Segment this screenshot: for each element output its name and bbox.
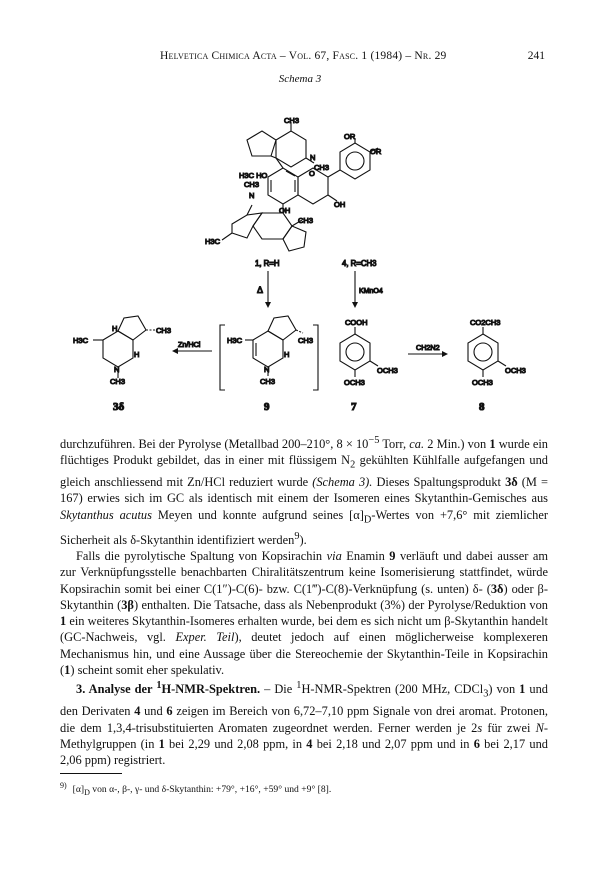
- label-compound-3d: 3δ: [113, 401, 125, 413]
- footnote-mark: 9): [60, 781, 67, 790]
- label-3d-h2: H: [134, 350, 140, 359]
- label-9-h: H: [284, 350, 290, 359]
- label-9-h3c: H3C: [227, 336, 243, 345]
- label-3d-h: H: [112, 324, 118, 333]
- running-header: [60, 50, 545, 66]
- label-ring-o: O: [309, 169, 315, 178]
- label-compound-9: 9: [264, 401, 270, 413]
- label-3d-n: N: [114, 365, 120, 374]
- arrow-1-condition: Δ: [257, 285, 264, 295]
- compound-8-structure: [468, 327, 506, 377]
- label-h3c-ho: H3C HO: [239, 171, 268, 180]
- label-oh-right: OH: [334, 200, 346, 209]
- body-text: [60, 433, 548, 768]
- arrow-4-condition: KMnO4: [359, 288, 383, 295]
- label-n-lower: N: [249, 191, 255, 200]
- journal-citation: Helvetica Chimica Acta – Vol. 67, Fasc. 1 (1984) – Nr. 29: [160, 50, 447, 62]
- label-8-co2ch3: CO2CH3: [470, 318, 501, 327]
- arrow-zn-label: Zn/HCl: [178, 340, 201, 349]
- paragraph-2: Falls die pyrolytische Spaltung von Kopsirachin via Enamin 9 verläuft und dabei ausser am zur Verknüpfungsstelle benachbarten Chiralitätszentrum keine Isomerisierung stattfindet, würde Kopsirachin somit bei einer C(1″)-C(6)- bzw. C(1‴)-C(8)-Verknüpfung (s. unten) δ- (3δ) oder β-Skytanthin (3β) enthalten. Die Tatsache, dass als Nebenprodukt (3%) der Pyrolyse/Reduktion von 1 ein weiteres Skytanthin-Isomeres erhalten wurde, bei dem es sich nicht um β-Skytanthin handelt (GC-Nachweis, vgl. Exper. Teil), deutet jedoch auf einen möglicherweise komplexeren Mechanismus hin, und eine Aussage über die Stereochemie der Skytanthin-Teile in Kopsirachin (1) scheint somit eher spekulativ.: [60, 548, 548, 678]
- arrow-ch2n2-label: CH2N2: [416, 343, 440, 352]
- paragraph-1: durchzuführen. Bei der Pyrolyse (Metallbad 200–210°, $8 \times 10^{-5}$ Torr, ca. 2 Min.) von 1 wurde ein flüchtiges Produkt gebildet, das in einer mit flüssigem $N_2$ gekühlten Kühlfalle aufgefangen und gleich anschliessend mit Zn/HCl reduziert wurde (Schema 3). Dieses Spaltungsprodukt 3δ (M = 167) erwies sich im GC als identisch mit einem der Isomeren eines Skytanthin-Gemisches aus Skytanthus acutus Meyen und konnte aufgrund seines $[\alpha]_D$-Wertes von +7,6° mit ziemlicher Sicherheit als δ-Skytanthin identifiziert werden$^9$).: [60, 435, 549, 547]
- footnote-ref-9[interactable]: 9: [294, 530, 300, 542]
- paragraph-3: 3. Analyse der $^1$H-NMR-Spektren. – Die $^1$H-NMR-Spektren (200 MHz, CDCl$_3$) von 1 und den Derivaten 4 und 6 zeigen im Bereich von 6,72–7,10 ppm Signale von drei aromat. Protonen, die dem 1,3,4-trisubstituierten Aromaten zugeordnet werden. Ferner werden je 2s für zwei N-Methylgruppen (in 1 bei 2,29 und 2,08 ppm, in 4 bei 2,18 und 2,07 ppm und in 6 bei 2,17 und 2,06 ppm) registriert.: [60, 680, 549, 768]
- label-7-och3: OCH3: [377, 366, 398, 375]
- label-9-n: N: [264, 365, 270, 374]
- label-or-right: OR: [370, 147, 382, 156]
- label-ch3-mid: CH3: [244, 180, 260, 189]
- label-compound-8: 8: [479, 401, 485, 413]
- label-compound-7: 7: [351, 401, 357, 413]
- label-ch3-right: CH3: [298, 216, 314, 225]
- label-nch3-upper: CH3: [314, 163, 330, 172]
- page-number: 241: [527, 50, 545, 62]
- compound-7-structure: [340, 327, 378, 377]
- label-or-top: OR: [344, 132, 356, 141]
- label-7-och3-b: OCH3: [344, 378, 365, 387]
- schema-title: Schema 3: [278, 73, 322, 85]
- label-7-cooh: COOH: [345, 318, 368, 327]
- label-9-ch3: CH3: [298, 336, 314, 345]
- label-3d-h3c: H3C: [73, 336, 89, 345]
- compound-3d-structure: [93, 316, 155, 378]
- label-9-nch3: CH3: [260, 377, 276, 386]
- arrow-4-label: 4, R=CH3: [342, 259, 377, 268]
- label-n-upper: N: [310, 153, 316, 162]
- label-3d-ch3: CH3: [156, 326, 172, 335]
- section-heading: 3. Analyse der $^1$H-NMR-Spektren.: [76, 680, 261, 697]
- arrow-1-label: 1, R=H: [255, 259, 280, 268]
- reaction-scheme: [0, 95, 600, 420]
- label-ch3-top: CH3: [284, 116, 300, 125]
- label-h3c-left: H3C: [205, 237, 221, 246]
- footnote-9: $^{9)}$ $[\alpha]_D$ von α-, β-, γ- und δ-Skytanthin: +79°, +16°, +59° und +9° [8].: [60, 781, 332, 798]
- label-8-och3: OCH3: [505, 366, 526, 375]
- label-8-och3-b: OCH3: [472, 378, 493, 387]
- label-3d-nch3: CH3: [110, 377, 126, 386]
- label-oh-bottom: OH: [279, 206, 291, 215]
- footnote-rule: [60, 773, 122, 774]
